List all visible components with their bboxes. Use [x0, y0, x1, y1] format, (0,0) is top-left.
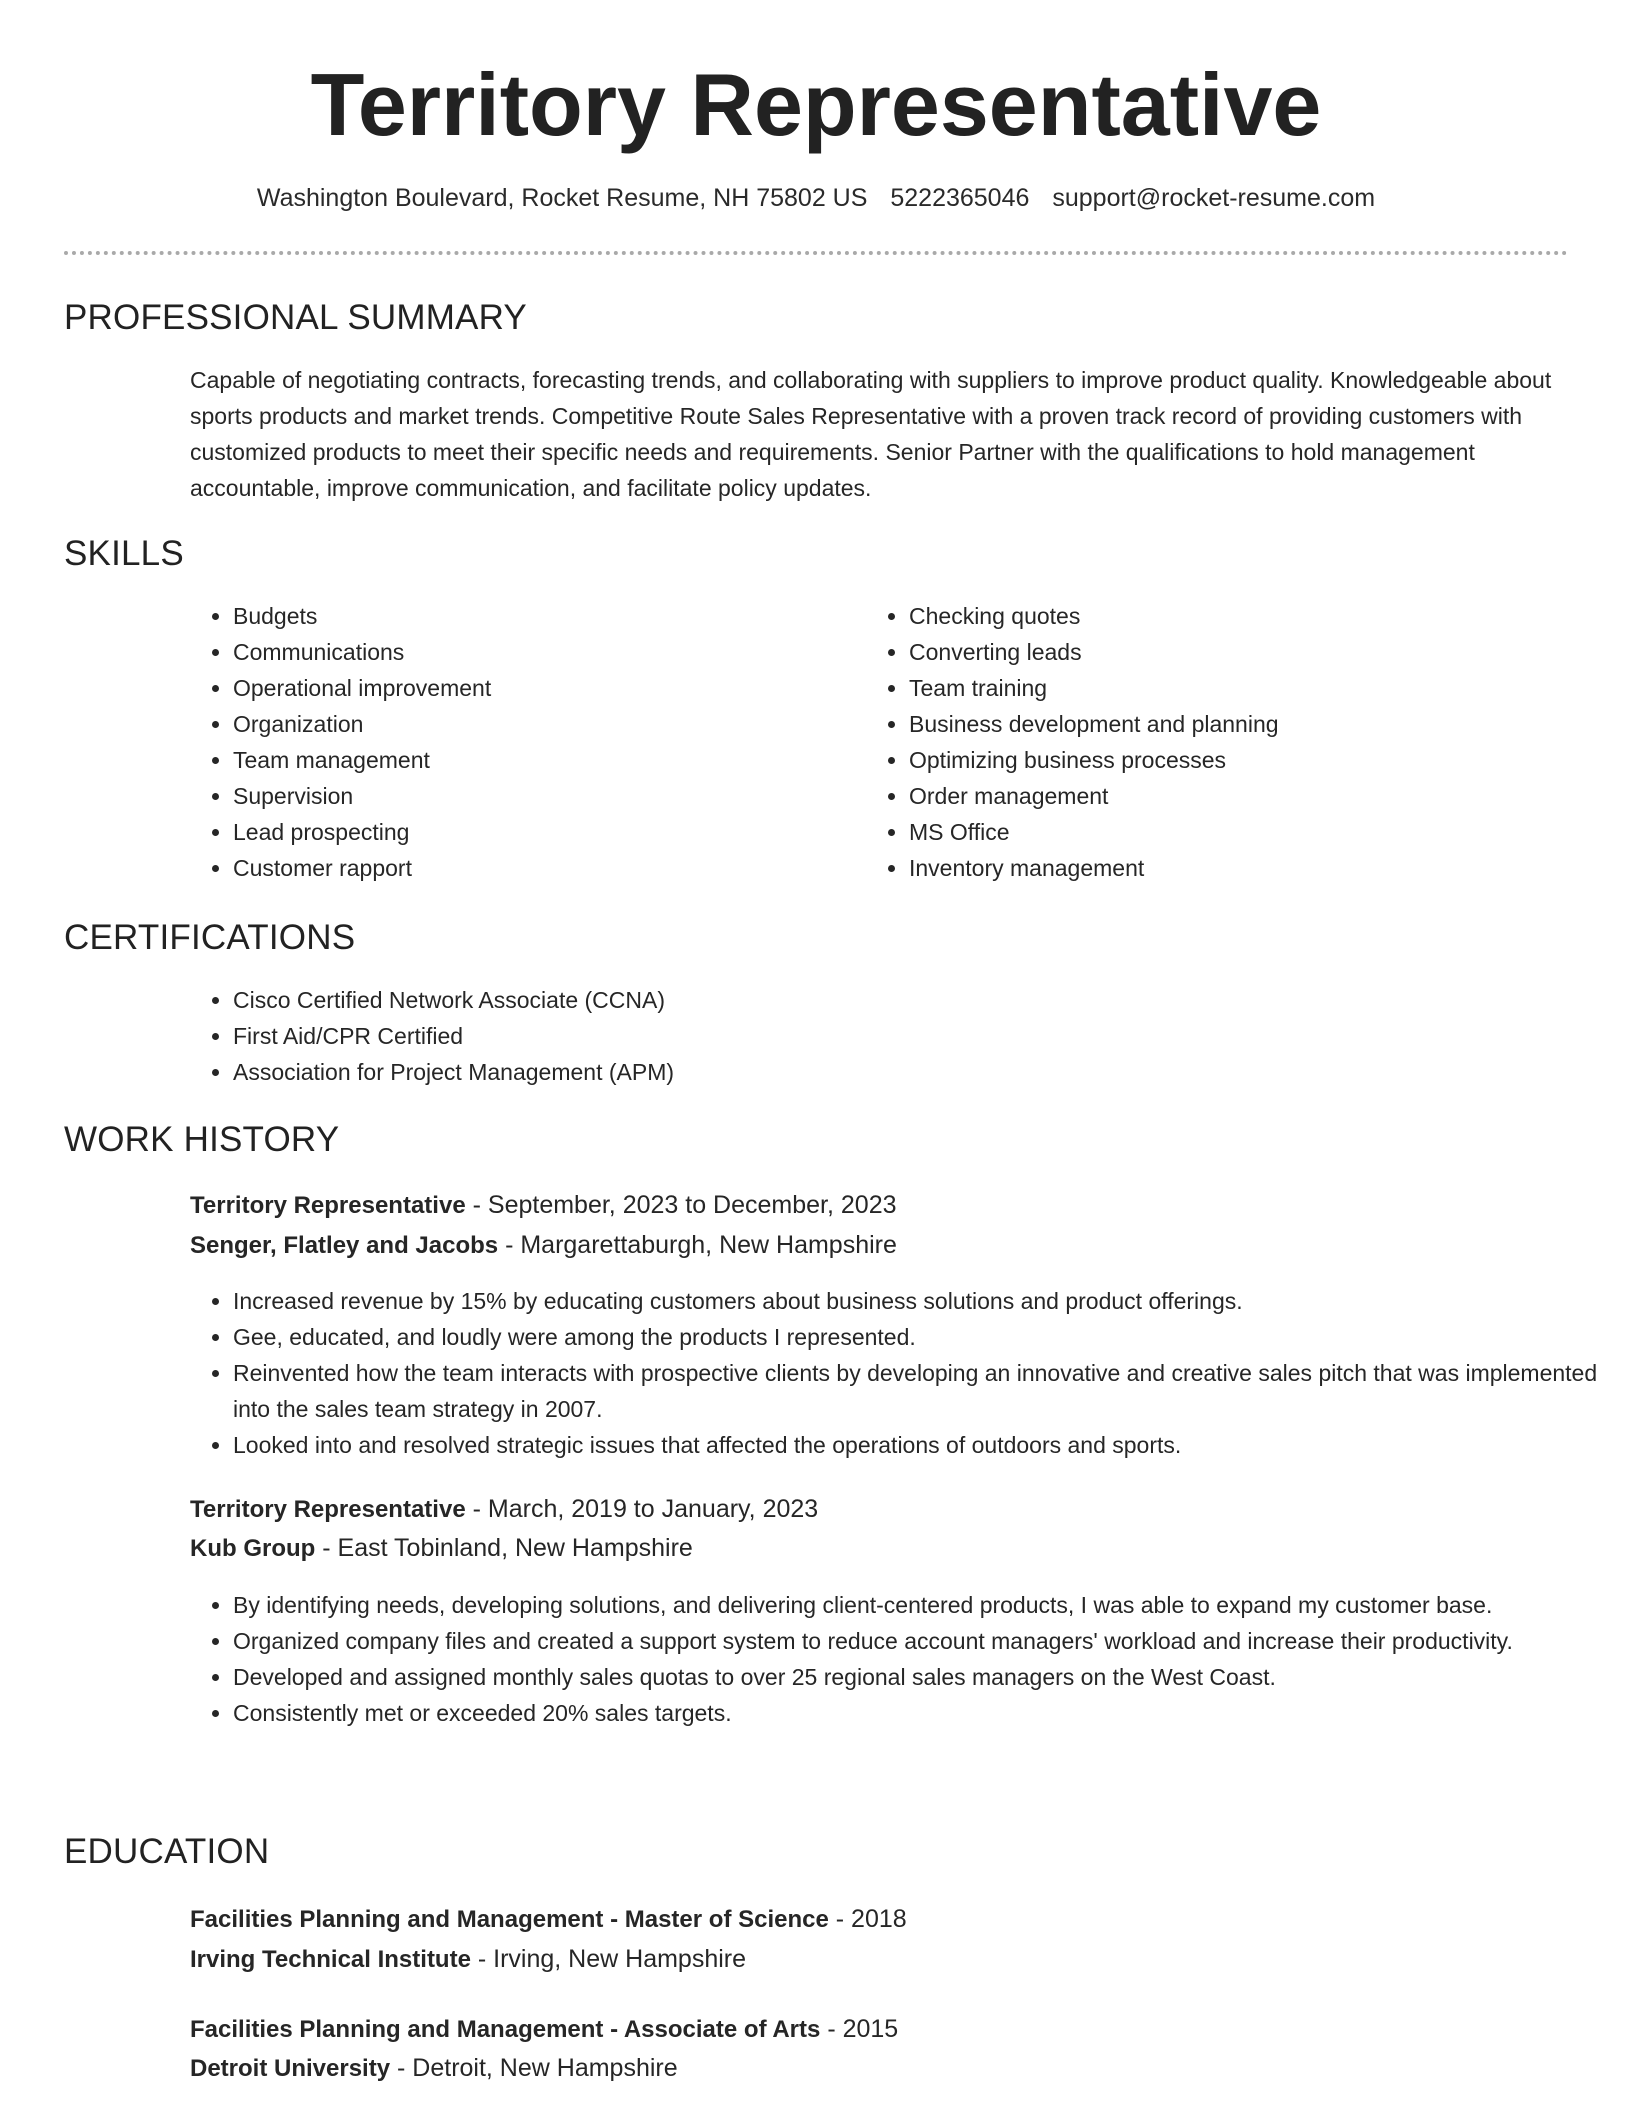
education-school-line [190, 2050, 678, 2087]
list-item: • Order management [909, 778, 1589, 814]
job-company-line [190, 1227, 897, 1264]
education-school-line [190, 1941, 746, 1978]
job-bullets [190, 1587, 1593, 1731]
list-item: • By identifying needs, developing solutions, and delivering client-centered products, I was able to expand my customer base. [233, 1587, 1593, 1623]
list-item: • Association for Project Management (APM) [233, 1054, 1613, 1090]
resume-name: Territory Representative [310, 55, 1322, 154]
list-item: • Business development and planning [909, 706, 1589, 742]
list-item: • Converting leads [909, 634, 1589, 670]
certifications-list [190, 982, 1613, 1090]
skills-list-left [190, 598, 853, 886]
list-item: • Budgets [233, 598, 853, 634]
list-item: • Communications [233, 634, 853, 670]
contact-phone: 5222365046 [890, 184, 1030, 212]
job-title-line [190, 1187, 897, 1224]
job-title: Territory Representative [190, 1496, 466, 1523]
education-degree: Facilities Planning and Management - Master of Science [190, 1906, 829, 1933]
list-item: • Customer rapport [233, 850, 853, 886]
education-location: - Irving, New Hampshire [477, 1945, 747, 1973]
list-item: • Cisco Certified Network Associate (CCNA) [233, 982, 1613, 1018]
list-item: • Operational improvement [233, 670, 853, 706]
list-item: • Supervision [233, 778, 853, 814]
job-company: Kub Group [190, 1535, 316, 1562]
certifications-heading: CERTIFICATIONS [64, 918, 356, 957]
education-degree-line [190, 2011, 898, 2048]
education-degree: Facilities Planning and Management - Associate of Arts [190, 2016, 821, 2043]
education-year: - 2018 [835, 1905, 907, 1933]
skills-heading: SKILLS [64, 534, 184, 573]
list-item: • Organization [233, 706, 853, 742]
summary-text: Capable of negotiating contracts, forecasting trends, and collaborating with suppliers to improve product quality. Knowledgeable about sports products and market trends. Competitive Route Sales Representative with a proven track record of providing customers with customized products to meet their specific needs and requirements. Senior Partner with the qualifications to hold management accountable, improve communication, and facilitate policy updates. [190, 367, 1552, 501]
list-item: • Inventory management [909, 850, 1589, 886]
list-item: • Increased revenue by 15% by educating customers about business solutions and product offerings. [233, 1283, 1613, 1319]
list-item: • Team management [233, 742, 853, 778]
job-location: - Margarettaburgh, New Hampshire [505, 1231, 897, 1259]
list-item: • Checking quotes [909, 598, 1589, 634]
job-bullets [190, 1283, 1613, 1463]
header-divider [64, 251, 1568, 255]
list-item: • Looked into and resolved strategic issues that affected the operations of outdoors and sports. [233, 1427, 1613, 1463]
list-item: • Optimizing business processes [909, 742, 1589, 778]
job-location: - East Tobinland, New Hampshire [322, 1534, 693, 1562]
job-company-line [190, 1530, 693, 1567]
summary-heading: PROFESSIONAL SUMMARY [64, 298, 527, 337]
list-item: • Team training [909, 670, 1589, 706]
list-item: • Gee, educated, and loudly were among the products I represented. [233, 1319, 1613, 1355]
job-dates: - September, 2023 to December, 2023 [472, 1191, 897, 1219]
contact-line [0, 180, 1632, 216]
job-company: Senger, Flatley and Jacobs [190, 1232, 499, 1259]
skills-list-right [866, 598, 1589, 886]
education-school: Irving Technical Institute [190, 1946, 471, 1973]
list-item: • MS Office [909, 814, 1589, 850]
education-location: - Detroit, New Hampshire [397, 2054, 678, 2082]
job-title-line [190, 1491, 818, 1528]
job-dates: - March, 2019 to January, 2023 [472, 1495, 819, 1523]
list-item: • Organized company files and created a support system to reduce account managers' workload and increase their productivity. [233, 1623, 1593, 1659]
contact-email: support@rocket-resume.com [1052, 184, 1376, 212]
list-item: • Lead prospecting [233, 814, 853, 850]
list-item: • Developed and assigned monthly sales quotas to over 25 regional sales managers on the West Coast. [233, 1659, 1593, 1695]
education-year: - 2015 [827, 2015, 899, 2043]
education-heading: EDUCATION [64, 1832, 270, 1871]
education-school: Detroit University [190, 2055, 391, 2082]
list-item: • Reinvented how the team interacts with prospective clients by developing an innovative and creative sales pitch that was implemented into the sales team strategy in 2007. [233, 1355, 1613, 1427]
education-degree-line [190, 1901, 907, 1938]
list-item: • First Aid/CPR Certified [233, 1018, 1613, 1054]
contact-address: Washington Boulevard, Rocket Resume, NH 75802 US [256, 184, 868, 212]
list-item: • Consistently met or exceeded 20% sales targets. [233, 1695, 1593, 1731]
job-title: Territory Representative [190, 1192, 466, 1219]
work-history-heading: WORK HISTORY [64, 1120, 340, 1159]
